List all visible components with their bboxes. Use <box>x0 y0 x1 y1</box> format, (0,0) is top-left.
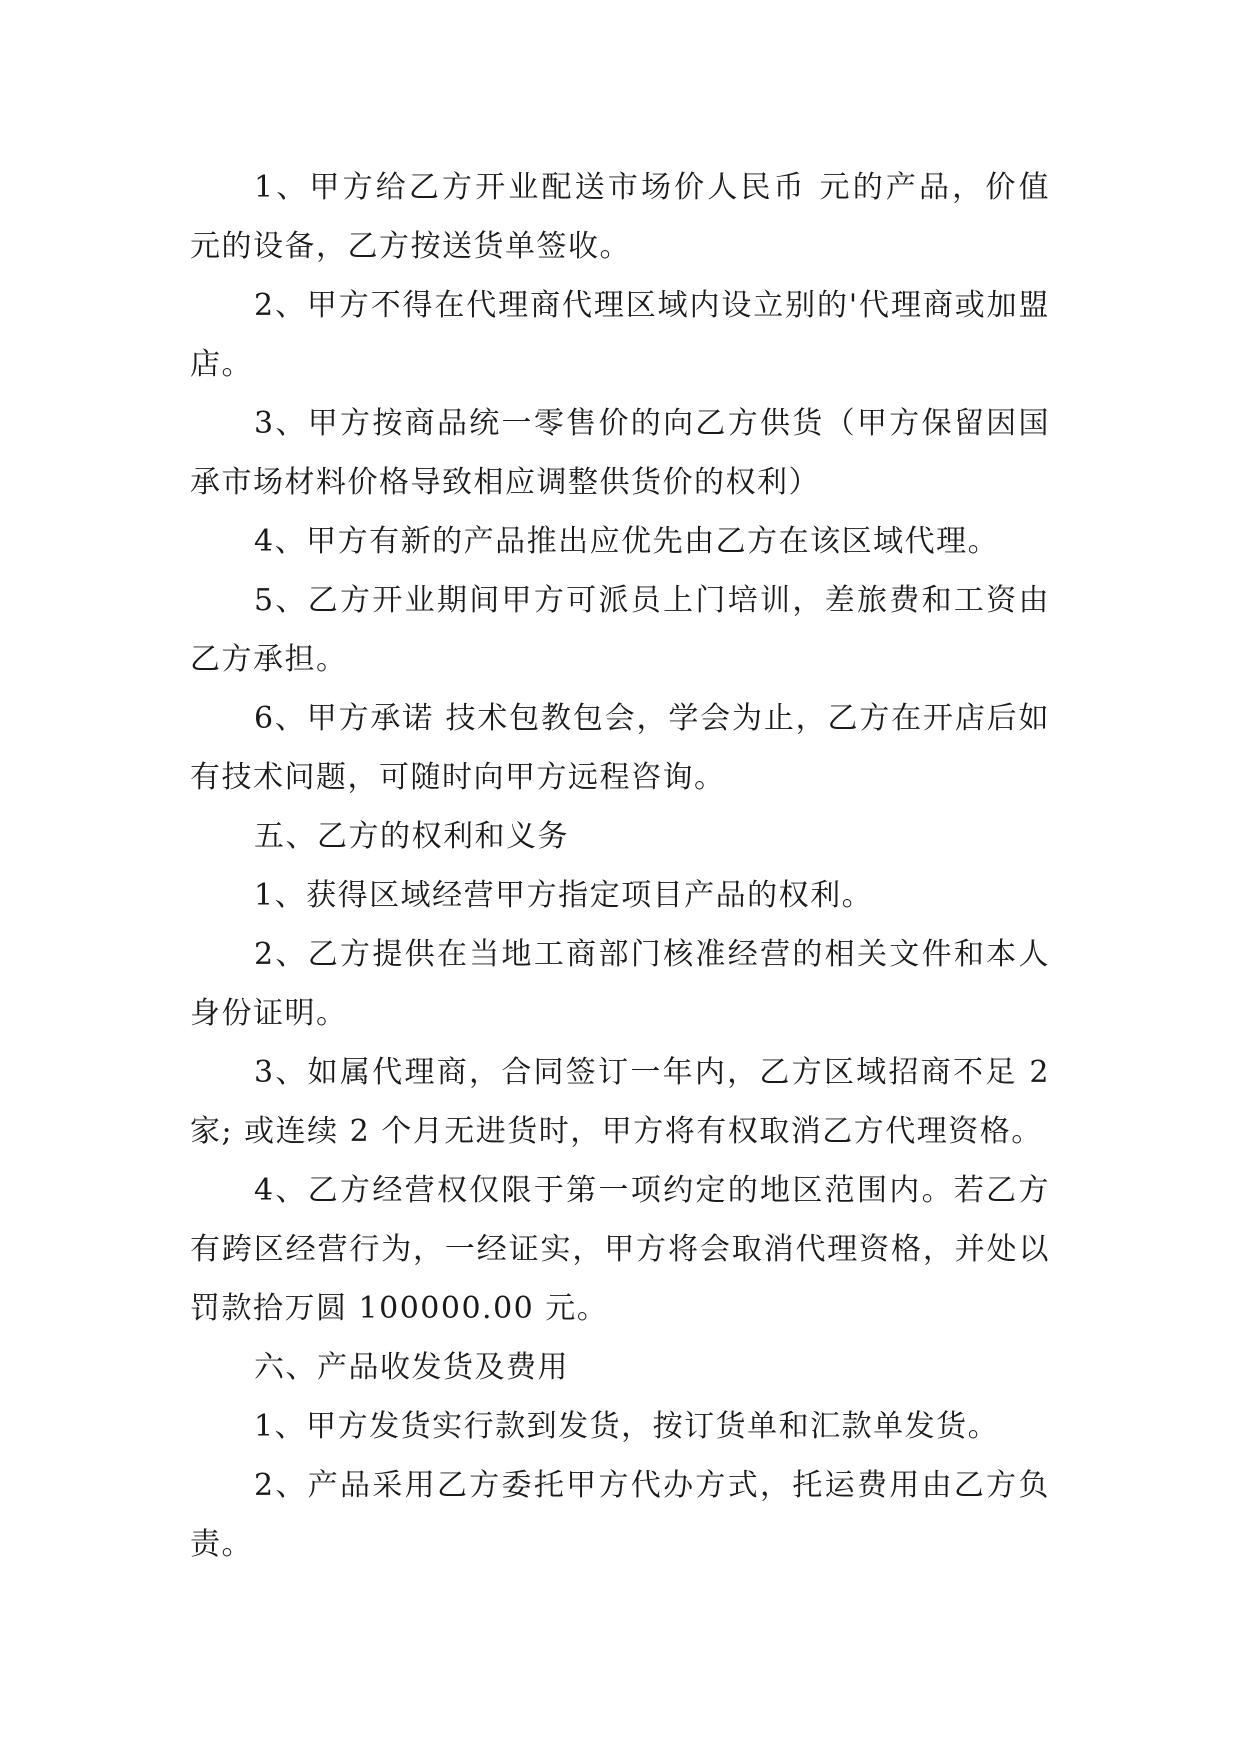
clause-5-2-documents: 2、乙方提供在当地工商部门核准经营的相关文件和本人身份证明。 <box>190 937 1050 1031</box>
clause-4-1-opening-supply: 1、甲方给乙方开业配送市场价人民币 元的产品，价值 元的设备，乙方按送货单签收。 <box>190 170 1062 264</box>
clause-4-2-exclusive-territory: 2、甲方不得在代理商代理区域内设立别的'代理商或加盟店。 <box>190 288 1050 382</box>
document-body <box>190 158 1062 1574</box>
clause-5-1-regional-rights: 1、获得区域经营甲方指定项目产品的权利。 <box>254 878 874 913</box>
clause-6-2-freight: 2、产品采用乙方委托甲方代办方式，托运费用由乙方负责。 <box>190 1468 1050 1562</box>
clause-4-5-training: 5、乙方开业期间甲方可派员上门培训，差旅费和工资由乙方承担。 <box>190 583 1050 677</box>
section-heading-party-b-rights: 五、乙方的权利和义务 <box>254 819 569 854</box>
clause-4-4-new-products: 4、甲方有新的产品推出应优先由乙方在该区域代理。 <box>254 524 1000 559</box>
section-heading-shipping-fees: 六、产品收发货及费用 <box>254 1350 569 1385</box>
clause-6-1-payment-before-shipment: 1、甲方发货实行款到发货，按订货单和汇款单发货。 <box>254 1409 1000 1444</box>
clause-4-3-supply-price: 3、甲方按商品统一零售价的向乙方供货（甲方保留因国承市场材料价格导致相应调整供货价的权利） <box>190 406 1050 500</box>
clause-4-6-technical-support: 6、甲方承诺 技术包教包会，学会为止，乙方在开店后如有技术问题，可随时向甲方远程咨询。 <box>190 701 1050 795</box>
clause-5-4-territory-limit: 4、乙方经营权仅限于第一项约定的地区范围内。若乙方有跨区经营行为，一经证实，甲方将会取消代理资格，并处以罚款拾万圆 100000.00 元。 <box>190 1173 1050 1326</box>
clause-5-3-agent-qualification: 3、如属代理商，合同签订一年内，乙方区域招商不足 2 家; 或连续 2 个月无进货时，甲方将有权取消乙方代理资格。 <box>190 1055 1062 1149</box>
